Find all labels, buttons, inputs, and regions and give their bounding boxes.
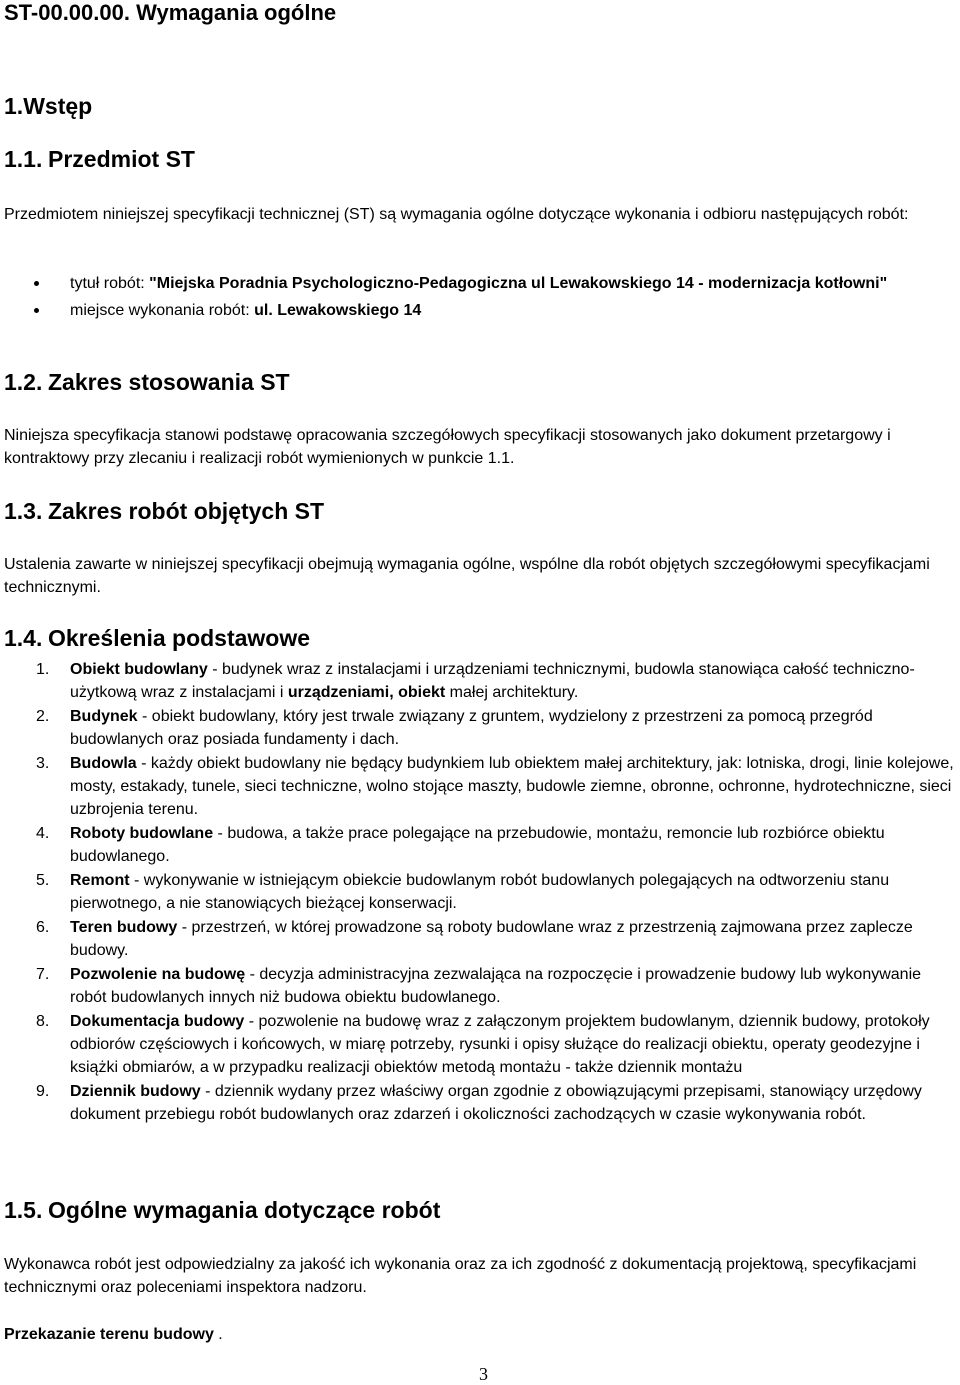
section-1-2-heading [4, 368, 290, 396]
definition-text: - przestrzeń, w której prowadzone są roboty budowlane wraz z przestrzenią zajmowana przez zaplecze budowy. [70, 919, 913, 959]
definition-number: 4. [36, 825, 50, 842]
definition-number: 6. [36, 919, 50, 936]
section-1-1-heading [4, 145, 195, 173]
section-1-3-heading [4, 497, 324, 525]
definition-term: Roboty budowlane [70, 825, 214, 842]
definition-term: Obiekt budowlany [70, 661, 208, 678]
section-1-1-title: Przedmiot ST [48, 146, 195, 172]
section-1-5-number: 1.5. [4, 1197, 43, 1223]
definition-item [4, 705, 958, 751]
section-1-2-title: Zakres stosowania ST [48, 369, 290, 395]
definition-number: 3. [36, 755, 50, 772]
section-1-title: Wstęp [23, 93, 93, 119]
definition-term: Budowla [70, 755, 137, 772]
bullet-item-location [4, 299, 958, 322]
section-1-5-heading [4, 1196, 440, 1224]
subsection-heading-text: Przekazanie terenu budowy [4, 1326, 214, 1343]
definition-number: 7. [36, 966, 50, 983]
definition-term: Budynek [70, 708, 138, 725]
section-1-4-number: 1.4. [4, 625, 43, 651]
definition-item [4, 752, 958, 821]
definition-text: - decyzja administracyjna zezwalająca na rozpoczęcie i prowadzenie budowy lub wykonywanie robót budowlanych innych niż budowa obiektu budowlanego. [70, 966, 922, 1006]
section-1-3-title: Zakres robót objętych ST [48, 498, 325, 524]
definition-number: 1. [36, 661, 50, 678]
definition-number: 9. [36, 1083, 50, 1100]
section-1-3-paragraph: Ustalenia zawarte w niniejszej specyfikacji obejmują wymagania ogólne, wspólne dla robót objętych szczegółowymi specyfikacjami technicznymi. [4, 556, 930, 596]
bullet-item-title [4, 272, 958, 295]
section-1-number: 1. [4, 93, 24, 119]
definition-text-end: małej architektury. [445, 684, 579, 701]
definition-item [4, 658, 958, 704]
section-1-2-paragraph: Niniejsza specyfikacja stanowi podstawę opracowania szczegółowych specyfikacji stosowanych jako dokument przetargowy i kontraktowy przy zlecaniu i realizacji robót wymienionych w punkcie 1.1. [4, 427, 891, 467]
definition-item [4, 822, 958, 868]
definitions-list [4, 658, 958, 1127]
definition-text: - dziennik wydany przez właściwy organ zgodnie z obowiązującymi przepisami, stanowiący urzędowy dokument przebiegu robót budowlanych oraz zdarzeń i okoliczności zachodzących w czasie wykonywania robót. [70, 1083, 922, 1123]
definition-term: Dokumentacja budowy [70, 1013, 245, 1030]
definition-number: 8. [36, 1013, 50, 1030]
definition-term: Teren budowy [70, 919, 178, 936]
section-1-1-bullet-list [4, 272, 958, 326]
section-1-heading [4, 92, 92, 120]
page-number: 3 [479, 1364, 488, 1384]
definition-term: Pozwolenie na budowę [70, 966, 246, 983]
bullet-location-value: ul. Lewakowskiego 14 [254, 302, 422, 319]
definition-item [4, 1080, 958, 1126]
section-1-3-number: 1.3. [4, 498, 43, 524]
definition-text: - budowa, a także prace polegające na przebudowie, montażu, remoncie lub rozbiórce obiektu budowlanego. [70, 825, 885, 865]
definition-item [4, 916, 958, 962]
section-1-1-paragraph: Przedmiotem niniejszej specyfikacji technicznej (ST) są wymagania ogólne dotyczące wykonania i odbioru następujących robót: [4, 206, 909, 223]
subsection-heading-tail: . [213, 1326, 223, 1343]
bullet-title-value: "Miejska Poradnia Psychologiczno-Pedagogiczna ul Lewakowskiego 14 - modernizacja kotłowni" [149, 275, 888, 292]
definition-emphasis: urządzeniami, obiekt [287, 684, 446, 701]
document-title: ST-00.00.00. Wymagania ogólne [4, 0, 337, 25]
section-1-2-number: 1.2. [4, 369, 43, 395]
bullet-location-label: miejsce wykonania robót: [70, 302, 255, 319]
definition-item [4, 963, 958, 1009]
bullet-title-label: tytuł robót: [70, 275, 150, 292]
subsection-heading [4, 1323, 223, 1346]
section-1-1-number: 1.1. [4, 146, 43, 172]
definition-term: Remont [70, 872, 130, 889]
definition-item [4, 869, 958, 915]
section-1-4-title: Określenia podstawowe [48, 625, 311, 651]
section-1-5-title: Ogólne wymagania dotyczące robót [48, 1197, 441, 1223]
definition-text: - obiekt budowlany, który jest trwale związany z gruntem, wydzielony z przestrzeni za pomocą przegród budowlanych oraz posiada fundamenty i dach. [70, 708, 873, 748]
definition-text: - budynek wraz z instalacjami i urządzeniami technicznymi, budowla stanowiąca całość techniczno-użytkową wraz z instalacjami i [70, 661, 915, 701]
definition-number: 5. [36, 872, 50, 889]
definition-text: - każdy obiekt budowlany nie będący budynkiem lub obiektem małej architektury, jak: lotniska, drogi, linie kolejowe, mosty, estakady, tunele, sieci techniczne, wolno stojące maszty, budowle ziemne, obronne, ochronne, hydrotechniczne, sieci uzbrojenia terenu. [70, 755, 954, 818]
definition-text: - pozwolenie na budowę wraz z załączonym projektem budowlanym, dziennik budowy, protokoły odbiorów częściowych i końcowych, w miarę potrzeby, rysunki i opisy służące do realizacji obiektu, operaty geodezyjne i książki obmiarów, a w przypadku realizacji obiektów metodą montażu - także dziennik montażu [70, 1013, 930, 1076]
section-1-4-heading [4, 624, 310, 652]
definition-term: Dziennik budowy [70, 1083, 201, 1100]
definition-number: 2. [36, 708, 50, 725]
section-1-5-paragraph: Wykonawca robót jest odpowiedzialny za jakość ich wykonania oraz za ich zgodność z dokumentacją projektową, specyfikacjami technicznymi oraz poleceniami inspektora nadzoru. [4, 1256, 917, 1296]
definition-item [4, 1010, 958, 1079]
definition-text: - wykonywanie w istniejącym obiekcie budowlanym robót budowlanych polegających na odtworzeniu stanu pierwotnego, a nie stanowiących bieżącej konserwacji. [70, 872, 890, 912]
